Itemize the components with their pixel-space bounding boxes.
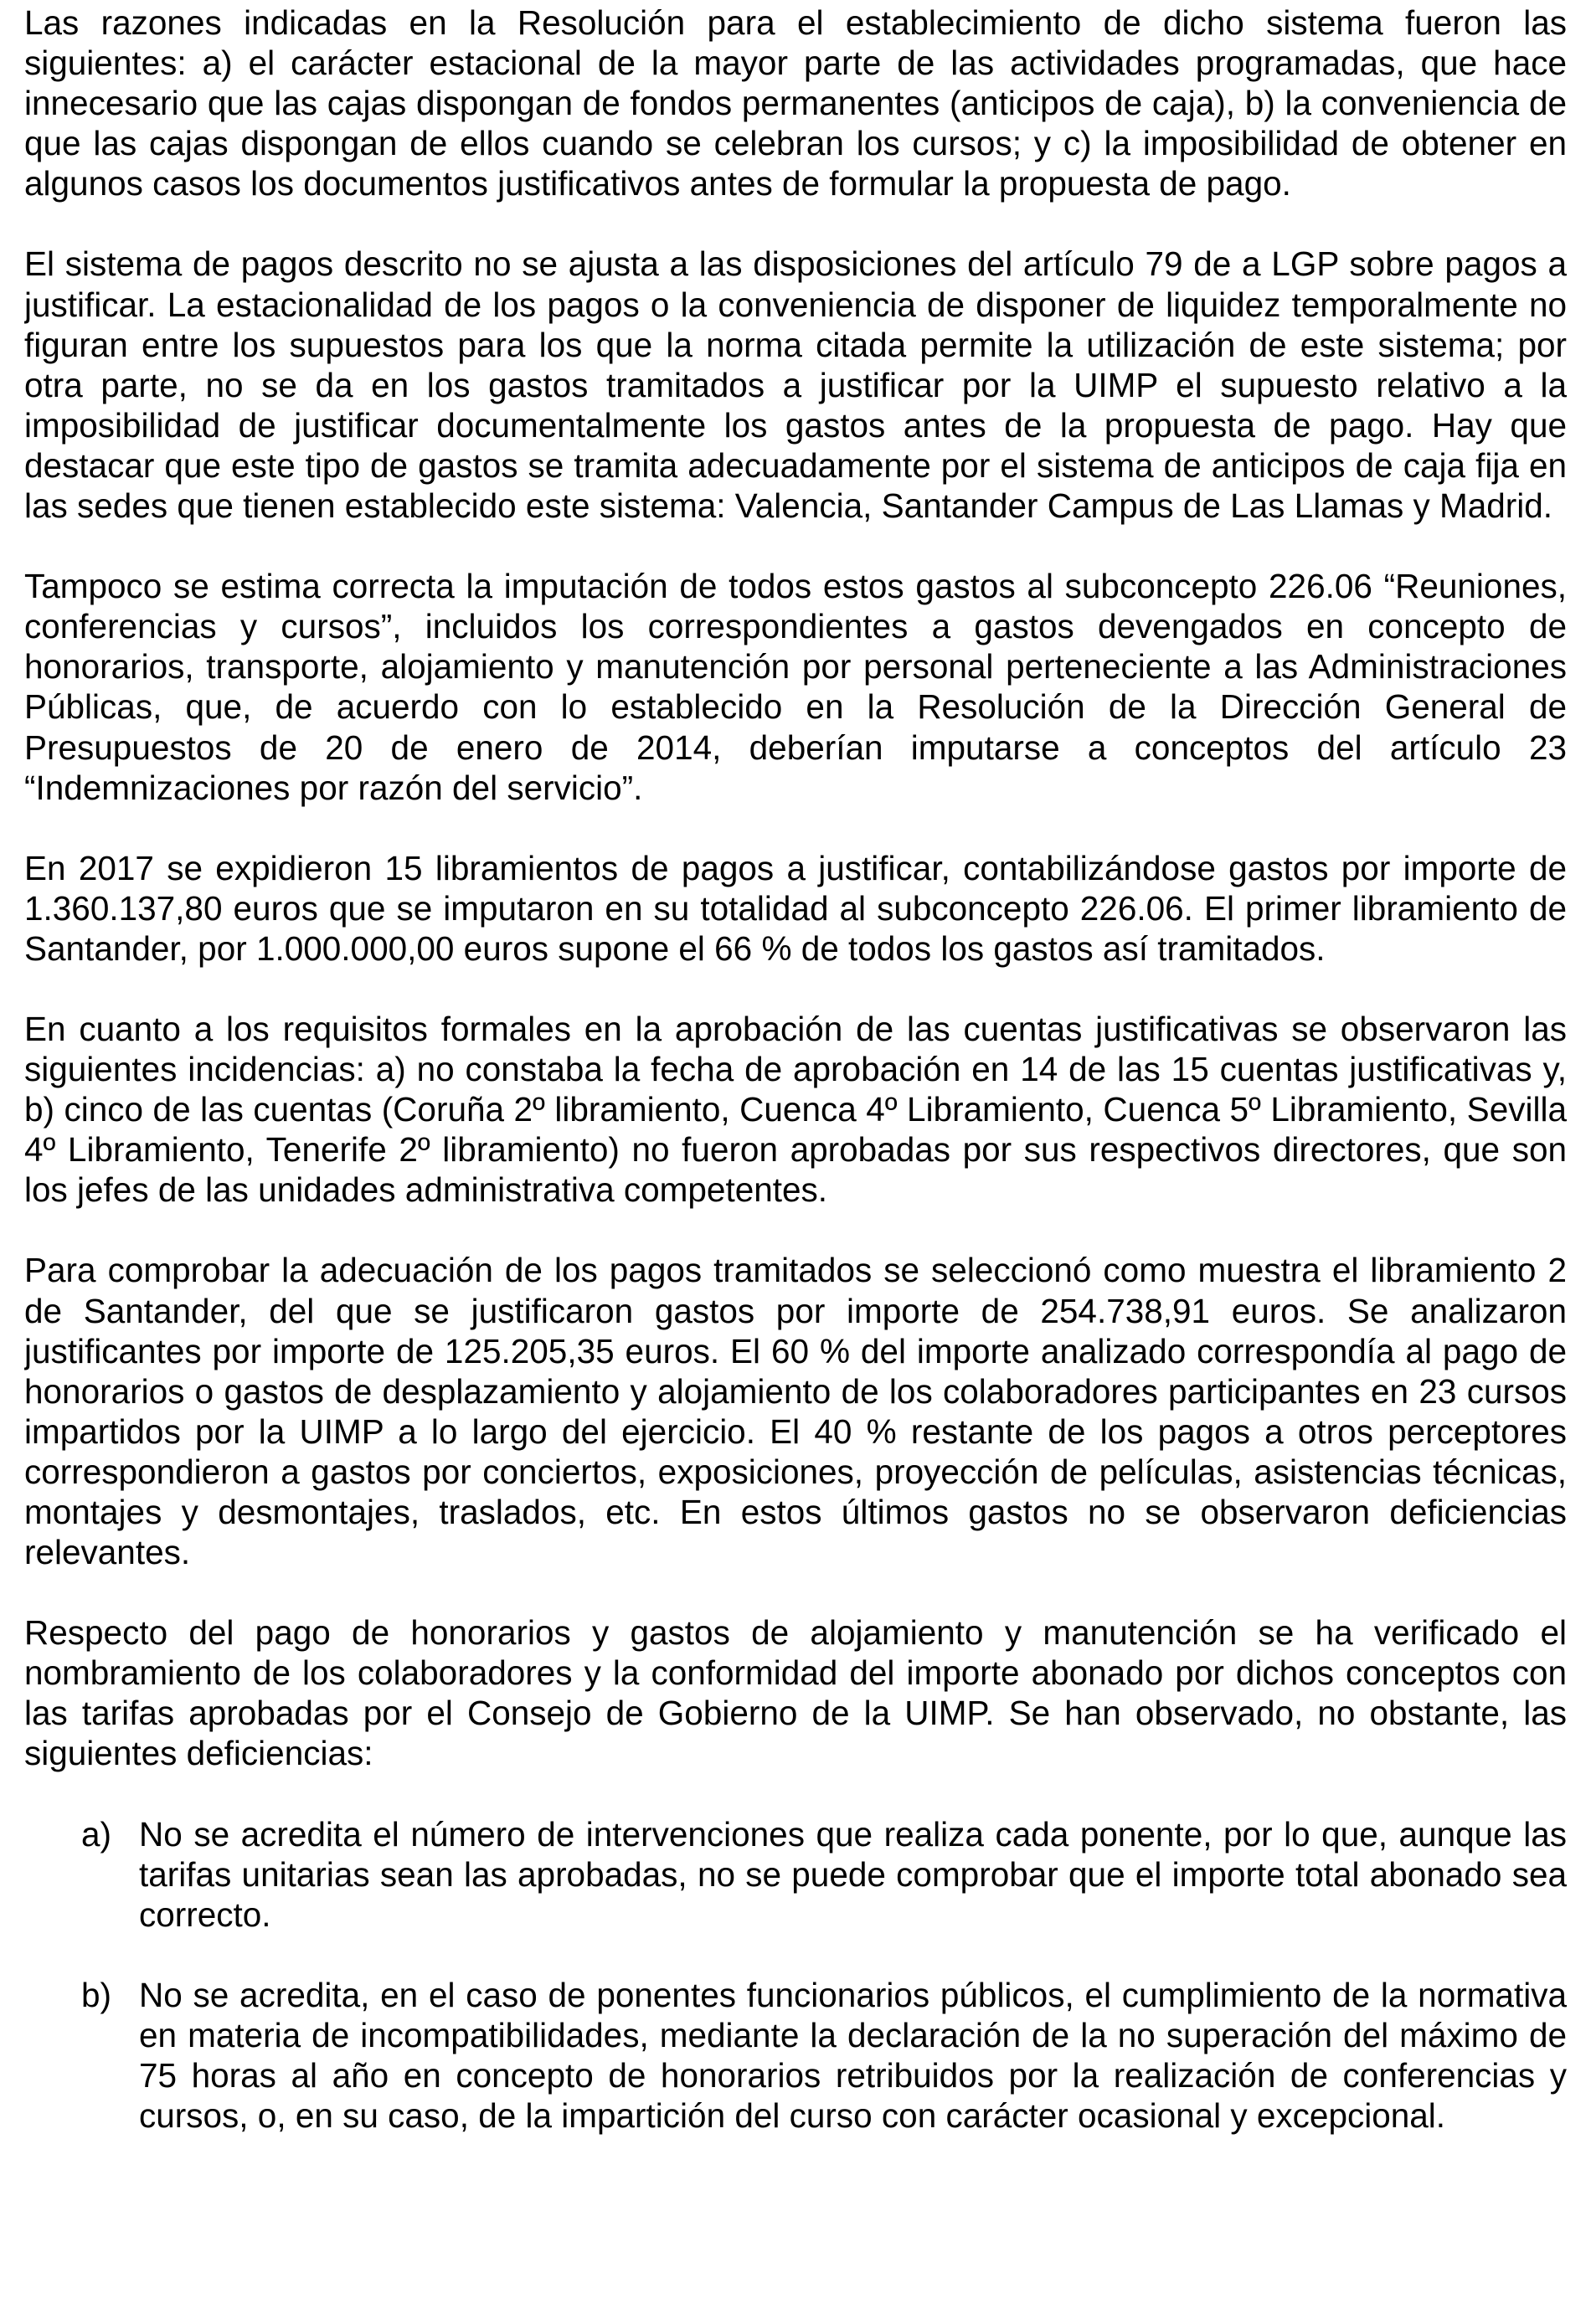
list-item — [24, 1814, 1567, 1935]
paragraph-libramientos-2017: En 2017 se expidieron 15 libramientos de pagos a justificar, contabilizándose gastos por importe de 1.360.137,80 euros que se imputaron en su totalidad al subconcepto 226.06. El primer libramiento de Santander, por 1.000.000,00 euros supone el 66 % de todos los gastos así tramitados. — [24, 848, 1567, 968]
list-marker: a) — [81, 1814, 112, 1854]
paragraph-honorarios: Respecto del pago de honorarios y gastos de alojamiento y manutención se ha verificado el nombramiento de los colaboradores y la conformidad del importe abonado por dichos conceptos con las tarifas aprobadas por el Consejo de Gobierno de la UIMP. Se han observado, no obstante, las siguientes deficiencias: — [24, 1613, 1567, 1773]
list-item-text: No se acredita, en el caso de ponentes funcionarios públicos, el cumplimiento de la normativa en materia de incompatibilidades, mediante la declaración de la no superación del máximo de 75 horas al año en concepto de honorarios retribuidos por la realización de conferencias y cursos, o, en su caso, de la impartición del curso con carácter ocasional y excepcional. — [139, 1975, 1567, 2136]
paragraph-sistema-pagos: El sistema de pagos descrito no se ajusta a las disposiciones del artículo 79 de a LGP sobre pagos a justificar. La estacionalidad de los pagos o la conveniencia de disponer de liquidez temporalmente no figuran entre los supuestos para los que la norma citada permite la utilización de este sistema; por otra parte, no se da en los gastos tramitados a justificar por la UIMP el supuesto relativo a la imposibilidad de justificar documentalmente los gastos antes de la propuesta de pago. Hay que destacar que este tipo de gastos se tramita adecuadamente por el sistema de anticipos de caja fija en las sedes que tienen establecido este sistema: Valencia, Santander Campus de Las Llamas y Madrid. — [24, 244, 1567, 526]
paragraph-razones: Las razones indicadas en la Resolución para el establecimiento de dicho sistema fueron las siguientes: a) el carácter estacional de la mayor parte de las actividades programadas, que hace innecesario que las cajas dispongan de fondos permanentes (anticipos de caja), b) la conveniencia de que las cajas dispongan de ellos cuando se celebran los cursos; y c) la imposibilidad de obtener en algunos casos los documentos justificativos antes de formular la propuesta de pago. — [24, 3, 1567, 203]
paragraph-imputacion: Tampoco se estima correcta la imputación de todos estos gastos al subconcepto 226.06 “Reuniones, conferencias y cursos”, incluidos los correspondientes a gastos devengados en concepto de honorarios, transporte, alojamiento y manutención por personal perteneciente a las Administraciones Públicas, que, de acuerdo con lo establecido en la Resolución de la Dirección General de Presupuestos de 20 de enero de 2014, deberían imputarse a conceptos del artículo 23 “Indemnizaciones por razón del servicio”. — [24, 567, 1567, 807]
list-item — [24, 1975, 1567, 2136]
paragraph-requisitos-formales: En cuanto a los requisitos formales en la aprobación de las cuentas justificativas se observaron las siguientes incidencias: a) no constaba la fecha de aprobación en 14 de las 15 cuentas justificativas y, b) cinco de las cuentas (Coruña 2º libramiento, Cuenca 4º Libramiento, Cuenca 5º Libramiento, Sevilla 4º Libramiento, Tenerife 2º libramiento) no fueron aprobadas por sus respectivos directores, que son los jefes de las unidades administrativa competentes. — [24, 1009, 1567, 1210]
list-item-text: No se acredita el número de intervenciones que realiza cada ponente, por lo que, aunque las tarifas unitarias sean las aprobadas, no se puede comprobar que el importe total abonado sea correcto. — [139, 1814, 1567, 1934]
document-page — [24, 0, 1567, 2324]
deficiencias-list — [24, 1814, 1567, 2136]
list-marker: b) — [81, 1975, 112, 2014]
paragraph-muestra-santander: Para comprobar la adecuación de los pagos tramitados se seleccionó como muestra el libramiento 2 de Santander, del que se justificaron gastos por importe de 254.738,91 euros. Se analizaron justificantes por importe de 125.205,35 euros. El 60 % del importe analizado correspondía al pago de honorarios o gastos de desplazamiento y alojamiento de los colaboradores participantes en 23 cursos impartidos por la UIMP a lo largo del ejercicio. El 40 % restante de los pagos a otros perceptores correspondieron a gastos por conciertos, exposiciones, proyección de películas, asistencias técnicas, montajes y desmontajes, traslados, etc. En estos últimos gastos no se observaron deficiencias relevantes. — [24, 1251, 1567, 1572]
